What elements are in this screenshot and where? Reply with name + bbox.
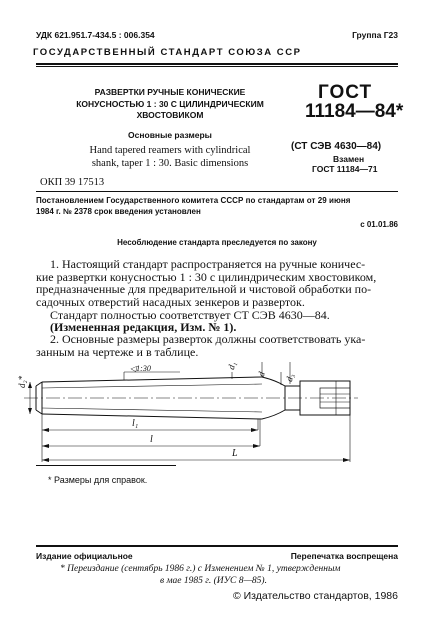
dimension-lines — [30, 362, 350, 462]
footnote: * Размеры для справок. — [48, 475, 148, 485]
text-line: предназначенные для предварительной и чистовой обработки по- — [36, 282, 372, 296]
title-en-line: Hand tapered reamers with cylindrical — [89, 145, 251, 156]
l-label: l — [150, 434, 153, 445]
standard-banner: ГОСУДАРСТВЕННЫЙ СТАНДАРТ СОЮЗА ССР — [33, 47, 302, 58]
official-edition: Издание официальное — [36, 551, 133, 561]
replaces-gost: ГОСТ 11184—71 — [312, 164, 378, 174]
cutting-top-edge — [42, 377, 262, 382]
gost-label: ГОСТ — [318, 82, 373, 103]
group-code: Группа Г23 — [352, 30, 398, 40]
title-ru-line: КОНУСНОСТЬЮ 1 : 30 С ЦИЛИНДРИЧЕСКИМ — [76, 98, 264, 109]
reissue-note: * Переиздание (сентябрь 1986 г.) с Изменением № 1, утвержденным — [60, 564, 341, 574]
text-line: 2. Основные размеры разверток должны соответствовать ука- — [50, 332, 366, 346]
subtitle-ru: Основные размеры — [128, 130, 212, 140]
total-length-label: L — [232, 448, 238, 459]
l1-label: l₁ — [132, 418, 139, 429]
text-line: кие развертки конусностью 1 : 30 с цилиндрическим хвостовиком, — [36, 269, 377, 284]
reamer-outline — [24, 377, 358, 419]
okp-code: ОКП 39 17513 — [40, 177, 105, 188]
text-line: 1. Настоящий стандарт распространяется на ручные коничес- — [50, 257, 366, 271]
reprint-prohibited: Перепечатка воспрещена — [290, 551, 398, 561]
title-en-line: shank, taper 1 : 30. Basic dimensions — [91, 157, 249, 169]
legal-warning: Несоблюдение стандарта преследуется по закону — [117, 238, 317, 247]
text-line: садочных отверстий насадных зенкеров и разверток. — [36, 294, 305, 309]
conformance-note: Стандарт полностью соответствует СТ СЭВ 4630—84. — [50, 308, 330, 322]
replaces-label: Взамен — [333, 154, 365, 164]
udk-code: УДК 621.951.7-434.5 : 006.354 — [36, 30, 155, 40]
footer-rule — [36, 545, 398, 547]
d2-label: d₂* — [17, 375, 27, 388]
dimension-arrows — [28, 382, 350, 462]
text-line: занным на чертеже и в таблице. — [36, 344, 199, 359]
title-ru-line: ХВОСТОВИКОМ — [136, 110, 204, 120]
effective-date: с 01.01.86 — [360, 220, 398, 229]
taper-label: ◁1:30 — [130, 364, 151, 373]
decree-line: Постановлением Государственного комитета СССР по стандартам от 29 июня — [36, 196, 351, 205]
d3-label: d₃ — [284, 372, 296, 383]
decree-line: 1984 г. № 2378 срок введения установлен — [36, 207, 201, 216]
d1-label: d₁ — [226, 360, 238, 371]
d-label: d — [256, 370, 267, 378]
publisher-copyright: © Издательство стандартов, 1986 — [232, 590, 398, 602]
reissue-note: в мае 1985 г. (ИУС 8—85). — [160, 576, 267, 586]
footnote-rule — [36, 465, 176, 466]
amendment-note: (Измененная редакция, Изм. № 1). — [50, 320, 237, 334]
gost-number: 11184—84* — [305, 101, 404, 122]
title-ru-line: РАЗВЕРТКИ РУЧНЫЕ КОНИЧЕСКИЕ — [94, 87, 246, 97]
cutting-bottom-edge — [42, 414, 262, 419]
st-sev-number: (СТ СЭВ 4630—84) — [291, 141, 382, 152]
